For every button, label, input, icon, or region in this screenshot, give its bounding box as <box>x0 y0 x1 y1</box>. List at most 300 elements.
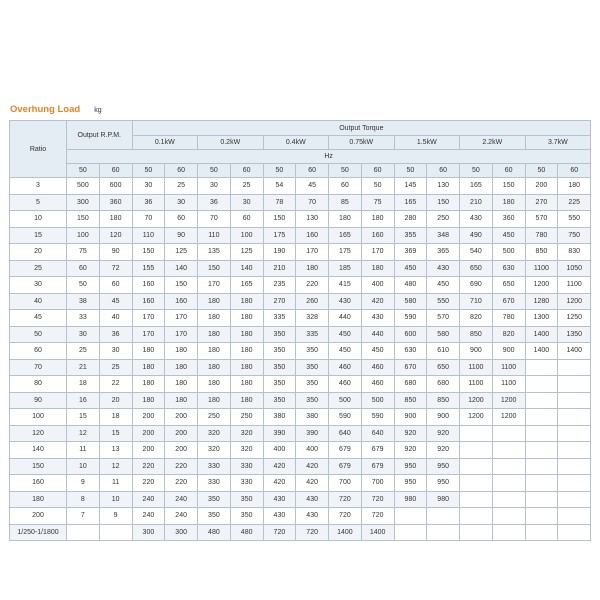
value-cell: 75 <box>361 194 394 211</box>
value-cell: 679 <box>329 458 362 475</box>
value-cell: 920 <box>394 425 427 442</box>
frequency-header: 60 <box>558 164 591 178</box>
value-cell: 450 <box>329 326 362 343</box>
value-cell: 430 <box>296 508 329 525</box>
value-cell: 720 <box>263 524 296 541</box>
value-cell: 670 <box>394 359 427 376</box>
value-cell: 60 <box>67 260 100 277</box>
value-cell: 600 <box>394 326 427 343</box>
value-cell: 1400 <box>525 326 558 343</box>
value-cell: 350 <box>296 392 329 409</box>
value-cell: 180 <box>558 178 591 195</box>
value-cell: 590 <box>361 409 394 426</box>
value-cell: 820 <box>460 310 493 327</box>
value-cell: 430 <box>361 310 394 327</box>
value-cell: 430 <box>427 260 460 277</box>
value-cell <box>525 524 558 541</box>
value-cell: 460 <box>361 376 394 393</box>
table-row <box>10 178 591 195</box>
value-cell: 360 <box>492 211 525 228</box>
value-cell: 430 <box>460 211 493 228</box>
value-cell: 180 <box>230 376 263 393</box>
value-cell: 330 <box>198 458 231 475</box>
value-cell: 220 <box>132 458 165 475</box>
frequency-header: 50 <box>132 164 165 178</box>
value-cell: 1280 <box>525 293 558 310</box>
value-cell: 240 <box>132 508 165 525</box>
value-cell <box>525 508 558 525</box>
table-row <box>10 343 591 360</box>
value-cell <box>525 475 558 492</box>
value-cell <box>558 491 591 508</box>
value-cell: 1200 <box>460 392 493 409</box>
power-header: 0.4kW <box>263 136 329 150</box>
value-cell: 680 <box>427 376 460 393</box>
value-cell <box>460 475 493 492</box>
value-cell: 150 <box>492 178 525 195</box>
value-cell: 1100 <box>525 260 558 277</box>
value-cell: 415 <box>329 277 362 294</box>
value-cell <box>492 524 525 541</box>
value-cell: 36 <box>198 194 231 211</box>
value-cell: 170 <box>361 244 394 261</box>
table-body <box>10 178 591 541</box>
table-row <box>10 409 591 426</box>
value-cell: 170 <box>165 310 198 327</box>
value-cell: 1400 <box>525 343 558 360</box>
value-cell: 400 <box>361 277 394 294</box>
power-header: 1.5kW <box>394 136 460 150</box>
value-cell: 460 <box>361 359 394 376</box>
value-cell: 22 <box>99 376 132 393</box>
value-cell: 240 <box>132 491 165 508</box>
value-cell: 1100 <box>492 359 525 376</box>
power-header: 2.2kW <box>460 136 526 150</box>
value-cell: 420 <box>361 293 394 310</box>
value-cell: 21 <box>67 359 100 376</box>
value-cell: 950 <box>394 475 427 492</box>
value-cell: 15 <box>99 425 132 442</box>
value-cell: 920 <box>427 425 460 442</box>
value-cell: 180 <box>230 392 263 409</box>
value-cell: 350 <box>198 508 231 525</box>
value-cell: 140 <box>230 260 263 277</box>
value-cell: 270 <box>525 194 558 211</box>
value-cell: 590 <box>329 409 362 426</box>
value-cell: 500 <box>361 392 394 409</box>
value-cell: 1250 <box>558 310 591 327</box>
value-cell: 720 <box>361 508 394 525</box>
value-cell: 780 <box>492 310 525 327</box>
value-cell: 450 <box>329 343 362 360</box>
value-cell: 180 <box>165 343 198 360</box>
value-cell: 10 <box>99 491 132 508</box>
value-cell: 450 <box>394 260 427 277</box>
value-cell <box>394 524 427 541</box>
value-cell <box>558 508 591 525</box>
value-cell: 150 <box>263 211 296 228</box>
value-cell: 480 <box>198 524 231 541</box>
table-row <box>10 277 591 294</box>
value-cell: 70 <box>296 194 329 211</box>
value-cell: 25 <box>165 178 198 195</box>
value-cell: 350 <box>296 376 329 393</box>
value-cell: 60 <box>230 211 263 228</box>
frequency-header: 50 <box>525 164 558 178</box>
value-cell: 45 <box>296 178 329 195</box>
value-cell: 155 <box>132 260 165 277</box>
value-cell: 160 <box>296 227 329 244</box>
frequency-header: 60 <box>296 164 329 178</box>
frequency-header: 50 <box>460 164 493 178</box>
value-cell <box>558 475 591 492</box>
ratio-cell: 40 <box>10 293 67 310</box>
ratio-cell: 140 <box>10 442 67 459</box>
value-cell: 350 <box>296 343 329 360</box>
output-torque-header: Output Torque <box>132 121 591 136</box>
value-cell: 18 <box>99 409 132 426</box>
value-cell: 350 <box>263 392 296 409</box>
value-cell <box>460 442 493 459</box>
table-row <box>10 194 591 211</box>
value-cell: 100 <box>67 227 100 244</box>
value-cell <box>427 508 460 525</box>
value-cell: 640 <box>361 425 394 442</box>
value-cell: 320 <box>230 442 263 459</box>
ratio-cell: 60 <box>10 343 67 360</box>
value-cell: 369 <box>394 244 427 261</box>
table-row <box>10 326 591 343</box>
value-cell: 220 <box>165 475 198 492</box>
frequency-header: 50 <box>67 164 100 178</box>
section-title: Overhung Load <box>10 104 81 115</box>
value-cell: 13 <box>99 442 132 459</box>
value-cell: 200 <box>525 178 558 195</box>
value-cell: 900 <box>460 343 493 360</box>
value-cell: 40 <box>99 310 132 327</box>
value-cell: 45 <box>99 293 132 310</box>
value-cell <box>460 524 493 541</box>
value-cell: 225 <box>558 194 591 211</box>
value-cell: 490 <box>460 227 493 244</box>
value-cell <box>525 409 558 426</box>
value-cell: 630 <box>394 343 427 360</box>
ratio-cell: 30 <box>10 277 67 294</box>
value-cell: 670 <box>492 293 525 310</box>
value-cell: 900 <box>492 343 525 360</box>
value-cell: 145 <box>394 178 427 195</box>
value-cell <box>492 475 525 492</box>
value-cell: 850 <box>525 244 558 261</box>
value-cell: 700 <box>329 475 362 492</box>
table-row <box>10 475 591 492</box>
value-cell: 220 <box>132 475 165 492</box>
value-cell: 16 <box>67 392 100 409</box>
value-cell: 180 <box>132 343 165 360</box>
value-cell: 750 <box>558 227 591 244</box>
value-cell: 180 <box>198 293 231 310</box>
value-cell: 150 <box>427 194 460 211</box>
ratio-cell: 25 <box>10 260 67 277</box>
value-cell: 260 <box>296 293 329 310</box>
value-cell: 950 <box>427 458 460 475</box>
value-cell: 180 <box>230 293 263 310</box>
value-cell: 180 <box>132 359 165 376</box>
value-cell: 180 <box>198 359 231 376</box>
value-cell: 38 <box>67 293 100 310</box>
value-cell: 550 <box>558 211 591 228</box>
table-row <box>10 227 591 244</box>
value-cell: 700 <box>361 475 394 492</box>
value-cell: 125 <box>165 244 198 261</box>
power-header: 0.2kW <box>198 136 264 150</box>
value-cell: 380 <box>296 409 329 426</box>
value-cell: 20 <box>99 392 132 409</box>
table-row <box>10 211 591 228</box>
value-cell: 330 <box>230 458 263 475</box>
value-cell: 10 <box>67 458 100 475</box>
table-row <box>10 491 591 508</box>
value-cell: 780 <box>525 227 558 244</box>
value-cell: 250 <box>230 409 263 426</box>
ratio-cell: 5 <box>10 194 67 211</box>
value-cell <box>558 442 591 459</box>
ratio-cell: 100 <box>10 409 67 426</box>
value-cell: 350 <box>263 343 296 360</box>
value-cell: 200 <box>165 442 198 459</box>
value-cell: 25 <box>99 359 132 376</box>
value-cell: 90 <box>99 244 132 261</box>
value-cell: 300 <box>165 524 198 541</box>
value-cell: 720 <box>361 491 394 508</box>
value-cell: 30 <box>67 326 100 343</box>
value-cell: 180 <box>361 260 394 277</box>
value-cell: 679 <box>361 458 394 475</box>
value-cell: 650 <box>492 277 525 294</box>
value-cell <box>525 458 558 475</box>
ratio-cell: 150 <box>10 458 67 475</box>
ratio-cell: 50 <box>10 326 67 343</box>
value-cell: 210 <box>460 194 493 211</box>
value-cell: 300 <box>132 524 165 541</box>
value-cell: 1350 <box>558 326 591 343</box>
value-cell: 280 <box>394 211 427 228</box>
value-cell: 350 <box>230 491 263 508</box>
value-cell <box>492 425 525 442</box>
value-cell: 360 <box>99 194 132 211</box>
value-cell: 150 <box>198 260 231 277</box>
value-cell: 25 <box>230 178 263 195</box>
ratio-cell: 20 <box>10 244 67 261</box>
value-cell: 580 <box>427 326 460 343</box>
value-cell: 450 <box>361 343 394 360</box>
value-cell: 140 <box>165 260 198 277</box>
value-cell: 950 <box>394 458 427 475</box>
value-cell: 250 <box>427 211 460 228</box>
value-cell <box>525 491 558 508</box>
section-heading <box>10 104 102 115</box>
value-cell <box>525 376 558 393</box>
value-cell: 1100 <box>492 376 525 393</box>
ratio-header: Ratio <box>10 121 67 178</box>
power-header: 0.75kW <box>329 136 395 150</box>
frequency-header: 60 <box>230 164 263 178</box>
value-cell: 680 <box>394 376 427 393</box>
value-cell: 480 <box>230 524 263 541</box>
value-cell: 690 <box>460 277 493 294</box>
value-cell: 200 <box>132 442 165 459</box>
value-cell: 30 <box>198 178 231 195</box>
value-cell: 1100 <box>558 277 591 294</box>
ratio-cell: 3 <box>10 178 67 195</box>
value-cell: 200 <box>132 409 165 426</box>
value-cell: 980 <box>394 491 427 508</box>
value-cell: 440 <box>361 326 394 343</box>
value-cell: 18 <box>67 376 100 393</box>
value-cell: 30 <box>230 194 263 211</box>
value-cell: 480 <box>394 277 427 294</box>
value-cell: 460 <box>329 359 362 376</box>
table-header <box>10 121 591 178</box>
value-cell: 180 <box>230 326 263 343</box>
value-cell: 170 <box>132 310 165 327</box>
frequency-header: 60 <box>492 164 525 178</box>
value-cell: 850 <box>394 392 427 409</box>
value-cell: 420 <box>296 475 329 492</box>
value-cell: 30 <box>99 343 132 360</box>
value-cell: 980 <box>427 491 460 508</box>
table-row <box>10 458 591 475</box>
overhung-load-table <box>9 120 591 541</box>
value-cell: 650 <box>460 260 493 277</box>
value-cell: 180 <box>132 392 165 409</box>
value-cell: 220 <box>165 458 198 475</box>
value-cell: 450 <box>492 227 525 244</box>
value-cell: 165 <box>230 277 263 294</box>
value-cell: 50 <box>361 178 394 195</box>
ratio-cell: 45 <box>10 310 67 327</box>
value-cell: 160 <box>165 293 198 310</box>
value-cell: 1200 <box>492 409 525 426</box>
value-cell: 1400 <box>558 343 591 360</box>
value-cell: 170 <box>132 326 165 343</box>
value-cell: 650 <box>427 359 460 376</box>
value-cell: 570 <box>525 211 558 228</box>
value-cell: 355 <box>394 227 427 244</box>
value-cell: 335 <box>296 326 329 343</box>
value-cell: 75 <box>67 244 100 261</box>
value-cell: 100 <box>230 227 263 244</box>
value-cell: 1400 <box>329 524 362 541</box>
value-cell <box>99 524 132 541</box>
value-cell: 175 <box>263 227 296 244</box>
value-cell <box>492 442 525 459</box>
value-cell: 330 <box>230 475 263 492</box>
value-cell <box>558 359 591 376</box>
value-cell: 180 <box>230 359 263 376</box>
value-cell: 9 <box>67 475 100 492</box>
value-cell: 720 <box>296 524 329 541</box>
value-cell: 679 <box>329 442 362 459</box>
value-cell: 920 <box>427 442 460 459</box>
value-cell <box>460 491 493 508</box>
value-cell: 430 <box>263 491 296 508</box>
value-cell <box>558 376 591 393</box>
value-cell: 180 <box>198 376 231 393</box>
value-cell: 630 <box>492 260 525 277</box>
value-cell: 120 <box>99 227 132 244</box>
value-cell <box>460 425 493 442</box>
value-cell: 850 <box>427 392 460 409</box>
value-cell: 175 <box>329 244 362 261</box>
value-cell: 500 <box>67 178 100 195</box>
value-cell: 335 <box>263 310 296 327</box>
value-cell: 60 <box>165 211 198 228</box>
value-cell: 160 <box>132 277 165 294</box>
value-cell: 610 <box>427 343 460 360</box>
value-cell: 400 <box>263 442 296 459</box>
value-cell: 25 <box>67 343 100 360</box>
value-cell: 420 <box>296 458 329 475</box>
value-cell: 180 <box>165 392 198 409</box>
value-cell: 390 <box>296 425 329 442</box>
value-cell: 328 <box>296 310 329 327</box>
value-cell: 180 <box>165 376 198 393</box>
value-cell: 320 <box>198 442 231 459</box>
unit-label: kg <box>94 107 102 114</box>
frequency-header: 60 <box>165 164 198 178</box>
value-cell: 460 <box>329 376 362 393</box>
value-cell: 250 <box>198 409 231 426</box>
value-cell: 1200 <box>460 409 493 426</box>
ratio-cell: 15 <box>10 227 67 244</box>
table-row <box>10 293 591 310</box>
value-cell: 160 <box>361 227 394 244</box>
value-cell: 400 <box>296 442 329 459</box>
value-cell: 150 <box>67 211 100 228</box>
value-cell: 180 <box>361 211 394 228</box>
value-cell: 450 <box>427 277 460 294</box>
value-cell <box>558 458 591 475</box>
value-cell: 70 <box>198 211 231 228</box>
value-cell: 720 <box>329 508 362 525</box>
value-cell: 165 <box>460 178 493 195</box>
value-cell: 54 <box>263 178 296 195</box>
hz-header: Hz <box>67 150 591 164</box>
value-cell: 170 <box>198 277 231 294</box>
value-cell: 36 <box>99 326 132 343</box>
ratio-cell: 90 <box>10 392 67 409</box>
value-cell: 850 <box>460 326 493 343</box>
value-cell <box>394 508 427 525</box>
value-cell: 190 <box>263 244 296 261</box>
ratio-cell: 70 <box>10 359 67 376</box>
value-cell: 210 <box>263 260 296 277</box>
value-cell: 820 <box>492 326 525 343</box>
value-cell: 180 <box>132 376 165 393</box>
value-cell: 160 <box>132 293 165 310</box>
frequency-header: 50 <box>394 164 427 178</box>
value-cell: 36 <box>132 194 165 211</box>
value-cell: 9 <box>99 508 132 525</box>
value-cell: 550 <box>427 293 460 310</box>
power-header: 3.7kW <box>525 136 591 150</box>
frequency-header: 50 <box>263 164 296 178</box>
value-cell: 7 <box>67 508 100 525</box>
value-cell: 185 <box>329 260 362 277</box>
power-header: 0.1kW <box>132 136 198 150</box>
value-cell: 200 <box>132 425 165 442</box>
